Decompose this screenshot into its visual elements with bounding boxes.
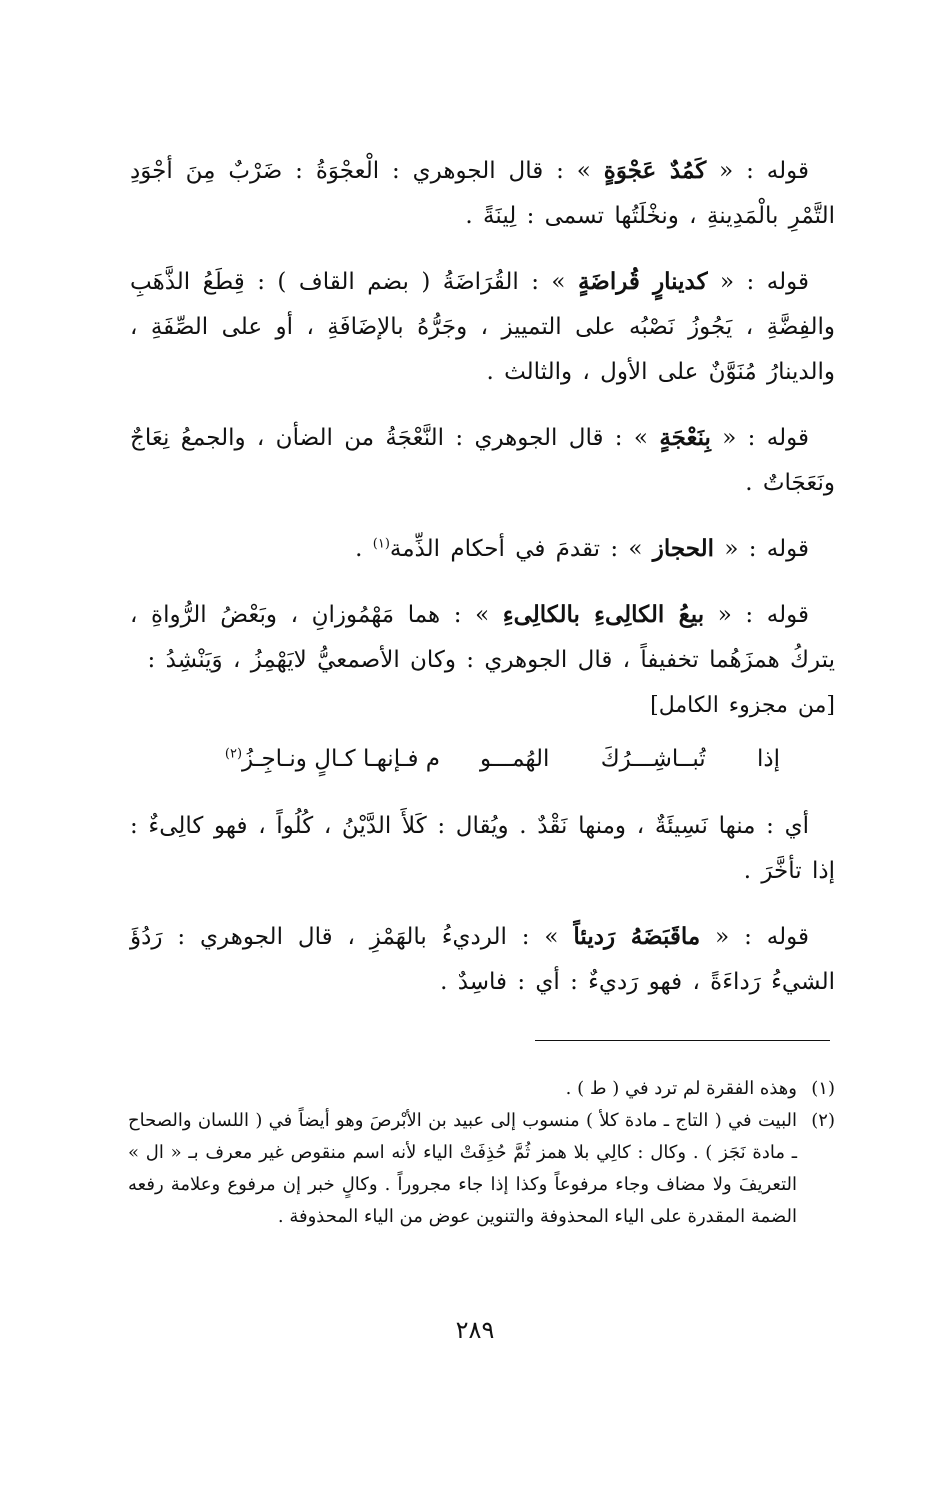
entry-body: » : هما مَهْمُوزانِ ، وبَعْضُ الرُّواةِ ، يتركُ همزَهُما تخفيفاً ، قال الجوهري : وكان الأصمعيُّ لايَهْمِزُ ، وَيَنْشِدُ :	[130, 602, 835, 673]
verse-first-half: إذا تُبــاشِـــرُكَ الهُمـــو	[480, 746, 780, 772]
entry-body: » : تقدمَ في أحكام الذِّمة	[389, 536, 653, 562]
footnote-2	[128, 1105, 835, 1233]
entry-lead: قوله : «	[714, 536, 809, 562]
entry-term: كدينارٍ قُراضَةٍ	[577, 268, 708, 295]
footnote-number: (٢)	[811, 1110, 835, 1131]
entry-najah	[130, 415, 835, 506]
entry-quradha	[130, 259, 835, 395]
entry-body: » : قال الجوهري : الْعجْوَةُ : ضَرْبٌ مِنَ أجْوَدِ التَّمْرِ بالْمَدِينةِ ، ونخْلَتُها تسمى : لِينَةً .	[130, 158, 835, 229]
footnotes	[128, 1073, 835, 1233]
footnote-1	[128, 1073, 835, 1105]
entry-term: ماقَبَضَهُ رَديئاً	[573, 923, 701, 950]
entry-body: » : قال الجوهري : النَّعْجَةُ من الضأن ، والجمعُ نِعَاجٌ ونَعَجَاتٌ .	[130, 425, 835, 496]
entry-hijaz	[130, 526, 835, 572]
footnote-separator	[535, 1040, 830, 1041]
entry-explanation	[130, 804, 835, 894]
verse-second-half-text: م فـإنهـا كـالٍ ونـاجِـزُ	[242, 746, 440, 772]
entry-body: أي : منها نَسِيئَةٌ ، ومنها نَقْدٌ . ويُقال : كَلأَ الدَّيْنُ ، كُلُواً ، فهو كالِىءٌ : إذا تأخَّرَ .	[130, 813, 835, 884]
footnote-text: وهذه الفقرة لم ترد في ( ط ) .	[565, 1078, 797, 1099]
entry-lead: قوله : «	[706, 158, 809, 184]
entry-body: » : القُرَاضَةُ ( بضم القاف ) : قِطَعُ الذَّهَبِ والفِضَّةِ ، يَجُوزُ نَصْبُه على التمييز ، وجَرُّهُ بالإضَافَةِ ، أو على الصِّفَةِ ، والدينارُ مُنَوَّنٌ على الأول ، والثالث .	[130, 269, 835, 385]
verse-second-half	[150, 734, 440, 784]
entry-ajwa	[130, 148, 835, 239]
entry-kali	[130, 592, 835, 683]
entry-lead: قوله : «	[710, 425, 809, 451]
footnote-marker: (١)	[372, 536, 390, 552]
entry-term: بيعُ الكالِىءِ بالكالِىءِ	[502, 601, 705, 628]
entry-term: بِنَعْجَةٍ	[659, 424, 711, 451]
entry-term: الحجاز	[652, 535, 715, 562]
footnote-marker: (٢)	[224, 746, 243, 762]
entry-term: كَمُدٌ عَجْوَةٍ	[603, 157, 707, 184]
entry-body: » : الرديءُ بالهَمْزِ ، قال الجوهري : رَدُؤَ الشيءُ رَداءَةً ، فهو رَديءٌ : أي : فاسِدٌ .	[130, 924, 835, 995]
entry-lead: قوله : «	[704, 602, 809, 628]
page-number: ٢٨٩	[455, 1316, 495, 1344]
footnote-number: (١)	[811, 1078, 835, 1099]
footnote-text: البيت في ( التاج ـ مادة كلأ ) منسوب إلى عبيد بن الأبْرصَ وهو أيضاً في ( اللسان والصحاح ـ مادة نَجَز ) . وكال : كالِي بلا همز ثُمَّ حُذِفَتْ الياء لأنه اسم منقوص غير معرف بـ « ال » التعريفَ ولا مضاف وجاء مرفوعاً وكذا إذا جاء مجروراً . وكالٍ خبر إن مرفوع وعلامة رفعه الضمة المقدرة على الياء المحذوفة والتنوين عوض من الياء المحذوفة .	[128, 1110, 797, 1227]
entry-radi	[130, 914, 835, 1005]
poem-verse	[130, 734, 835, 784]
entry-lead: قوله : «	[707, 269, 809, 295]
main-text	[130, 148, 835, 1025]
meter-label: [من مجزوء الكامل]	[650, 693, 835, 718]
entry-tail: .	[355, 536, 373, 562]
entry-lead: قوله : «	[700, 924, 809, 950]
